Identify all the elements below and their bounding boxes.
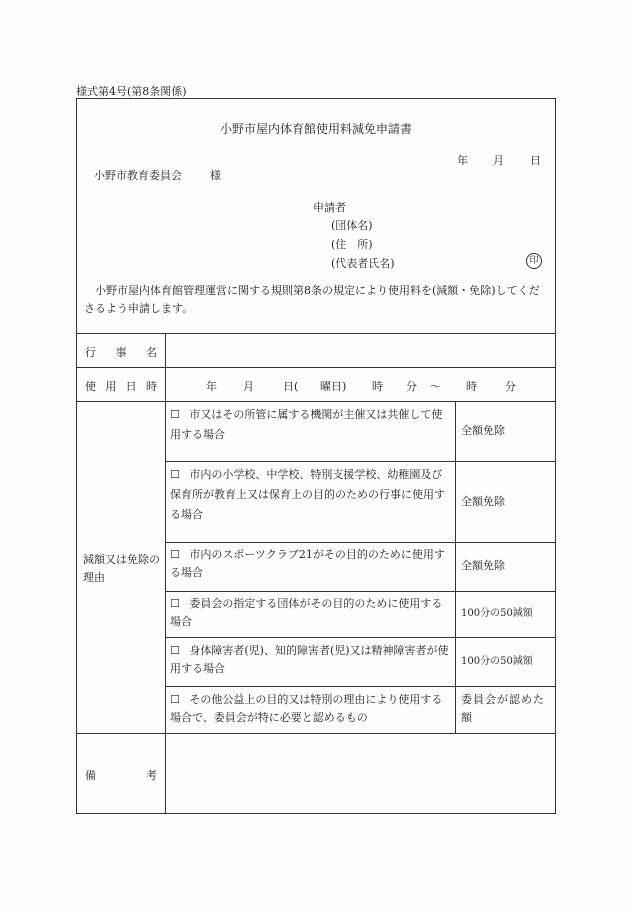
reason-item-3[interactable]: [170, 546, 453, 582]
reason-item-5[interactable]: [170, 642, 453, 678]
reason-text: その他公益上の目的又は特別の理由により使用する場合で、委員会が特に必要と認めるもの: [170, 693, 443, 724]
reason-item-2[interactable]: [170, 465, 453, 525]
reason-result: 委員会が認めた額: [461, 693, 545, 724]
applicant-heading: 申請者: [313, 201, 346, 214]
date-month-label: 月: [493, 154, 504, 167]
datetime-label-char: 時: [145, 380, 157, 393]
datetime-year: 年: [206, 380, 217, 393]
checkbox-icon[interactable]: ☐: [170, 468, 180, 481]
reason-result: 全額免除: [461, 424, 505, 437]
applicant-group-label: (団体名): [331, 219, 373, 232]
datetime-minute-end: 分: [505, 380, 516, 393]
form-title: 小野市屋内体育館使用料減免申請書: [219, 122, 412, 136]
reason-text: 委員会の指定する団体がその目的のために使用する場合: [170, 597, 443, 628]
event-label-char: 名: [146, 346, 157, 359]
reason-item-6[interactable]: [170, 691, 453, 727]
reason-result: 100分の50減額: [461, 656, 533, 667]
datetime-weekday: 曜日): [320, 380, 347, 393]
date-year-label: 年: [457, 154, 468, 167]
addressee-suffix: 様: [210, 169, 221, 182]
usage-datetime-field[interactable]: [166, 368, 555, 401]
checkbox-icon[interactable]: ☐: [170, 408, 180, 421]
reason-text: 市内の小学校、中学校、特別支援学校、幼稚園及び保育所が教育上又は保育上の目的のための行事に使用する場合: [170, 468, 445, 521]
application-statement: 小野市屋内体育館管理運営に関する規則第8条の規定により使用料を(減額・免除)してくださるよう申請します。: [84, 284, 540, 315]
event-label-char: 事: [115, 346, 127, 359]
reason-divider: [165, 637, 555, 638]
reason-item-1[interactable]: [170, 405, 453, 445]
result-column-divider: [455, 401, 456, 733]
row-divider: [77, 401, 555, 402]
datetime-tilde: ～: [430, 380, 441, 393]
reason-label: 減額又は免除の理由: [83, 553, 160, 584]
checkbox-icon[interactable]: ☐: [170, 548, 180, 561]
addressee: 小野市教育委員会: [94, 169, 182, 182]
seal-mark: 印: [526, 253, 542, 269]
application-form: [76, 98, 556, 814]
datetime-label-char: 用: [105, 380, 117, 393]
datetime-day: 日(: [283, 380, 299, 393]
datetime-month: 月: [243, 380, 254, 393]
applicant-address-label: (住 所): [331, 238, 373, 251]
date-day-label: 日: [530, 154, 541, 167]
remarks-label-char: 考: [146, 769, 157, 782]
reason-text: 身体障害者(児)、知的障害者(児)又は精神障害者が使用する場合: [170, 644, 449, 675]
reason-divider: [165, 686, 555, 687]
event-name-field[interactable]: [166, 334, 555, 367]
reason-divider: [165, 542, 555, 543]
datetime-label-char: 日: [125, 380, 137, 393]
reason-text: 市内のスポーツクラブ21がその目的のために使用する場合: [170, 548, 445, 579]
checkbox-icon[interactable]: ☐: [170, 693, 180, 706]
checkbox-icon[interactable]: ☐: [170, 597, 180, 610]
datetime-hour-start: 時: [372, 380, 383, 393]
datetime-hour-end: 時: [466, 380, 477, 393]
usage-datetime-label: [85, 378, 157, 394]
reason-result: 全額免除: [461, 495, 505, 508]
remarks-label-char: 備: [85, 769, 96, 782]
checkbox-icon[interactable]: ☐: [170, 644, 180, 657]
applicant-representative-label: (代表者氏名): [331, 257, 395, 270]
reason-text: 市又はその所管に属する機関が主催又は共催して使用する場合: [170, 408, 443, 441]
reason-result: 100分の50減額: [461, 608, 533, 619]
remarks-label: [85, 767, 157, 783]
reason-divider: [165, 461, 555, 462]
datetime-minute-start: 分: [406, 380, 417, 393]
remarks-field[interactable]: [166, 734, 555, 813]
reason-item-4[interactable]: [170, 595, 453, 631]
event-name-label: [85, 344, 157, 360]
datetime-label-char: 使: [85, 380, 96, 393]
form-number-label: 様式第4号(第8条関係): [76, 85, 187, 98]
event-label-char: 行: [85, 346, 96, 359]
reason-divider: [165, 591, 555, 592]
reason-result: 全額免除: [461, 559, 505, 572]
